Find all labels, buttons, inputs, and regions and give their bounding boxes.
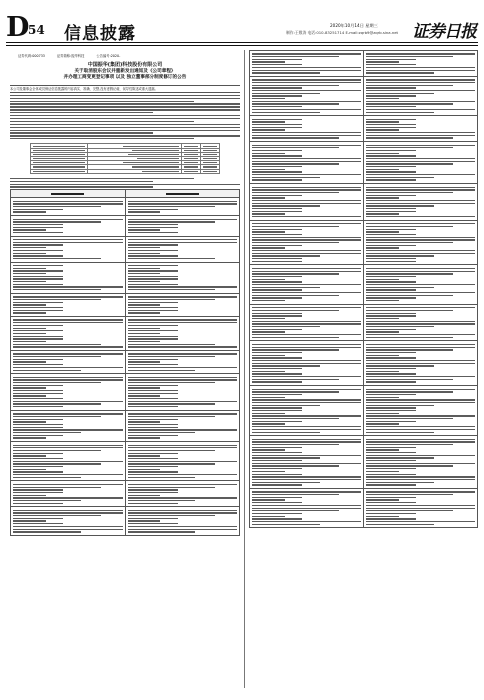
- page-number: 54: [28, 23, 45, 37]
- pre-table-text: [10, 178, 240, 188]
- notice-number: 公告编号:2020-: [96, 54, 121, 58]
- section-title: 信息披露: [64, 24, 136, 44]
- stock-codes: [18, 53, 240, 58]
- right-column: [249, 50, 478, 688]
- page-letter: D: [6, 12, 30, 43]
- announcement-title-line-2: 并办理工商变更登记事项 以及 独立董事部分制度修订的公告: [63, 75, 187, 81]
- header-rule-thin: [6, 45, 478, 46]
- announcement-title-line-1: 关于取消股东会议并重新发出通知及《公司章程》: [74, 69, 176, 74]
- page-header: [0, 0, 484, 46]
- issue-date: 2020年10月14日 星期三: [330, 23, 378, 28]
- left-column: [10, 50, 240, 688]
- board-guarantee-notice: 本公司及董事会全体成员保证信息披露的内容真实、准确、完整,没有虚假记载、误导性陈述或重大遗漏。: [10, 85, 240, 93]
- voting-data-table: [30, 143, 220, 173]
- editor-contact: 制作:王敬涛 电话:010-83251714 E-mail:zqrb9@zqrb.sina.net: [286, 30, 399, 35]
- header-rule: [6, 42, 478, 43]
- articles-comparison-table-right: [249, 50, 478, 528]
- company-name: 中国振华(集团)科技股份有限公司: [87, 62, 163, 68]
- column-divider: [244, 50, 245, 688]
- newspaper-logo: 证券日报: [412, 22, 476, 42]
- articles-comparison-table-left: [10, 189, 240, 536]
- stock-abbr: 证券简称:振华科技: [56, 54, 85, 58]
- stock-code: 证券代码:000733: [18, 54, 45, 58]
- intro-body-text: [10, 95, 240, 140]
